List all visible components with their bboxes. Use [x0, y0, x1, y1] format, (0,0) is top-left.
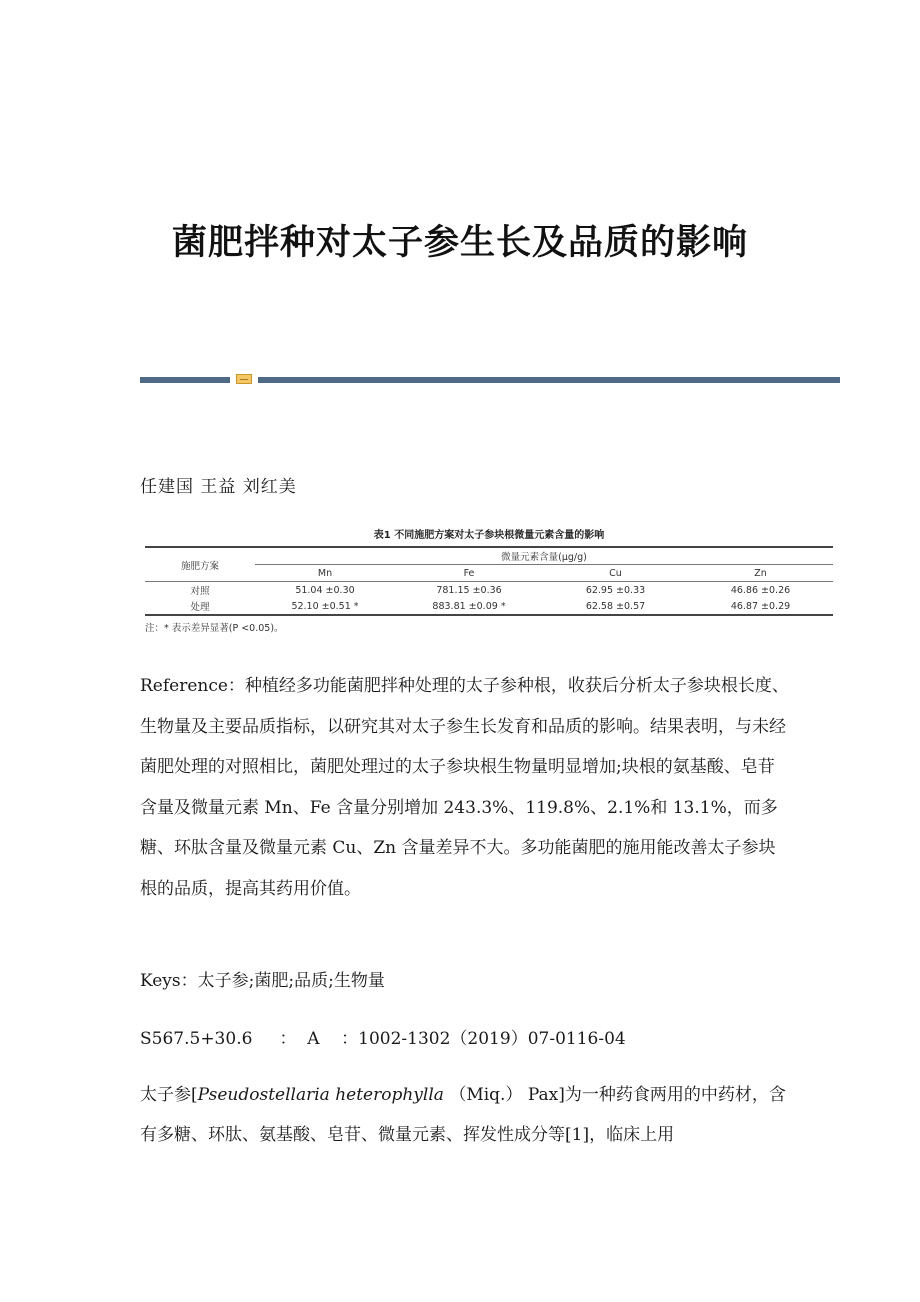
species-name: Pseudostellaria heterophylla — [197, 1085, 444, 1105]
table-cell: 883.81 ±0.09 * — [395, 598, 543, 615]
page-title: 菌肥拌种对太子参生长及品质的影响 — [171, 223, 748, 263]
keywords-label: Keys： — [140, 971, 198, 991]
table-cell-label: 对照 — [190, 586, 210, 597]
article-id: 1002-1302（2019）07-0116-04 — [358, 1029, 626, 1049]
clc-code: S567.5+30.6 — [140, 1029, 253, 1049]
intro-paragraph — [140, 1075, 790, 1155]
table-row — [145, 582, 833, 599]
table-header-group: 微量元素含量(μg/g) — [255, 547, 833, 565]
keywords — [140, 966, 790, 991]
table-cell: 781.15 ±0.36 — [436, 584, 502, 596]
abstract-label: Reference： — [140, 676, 245, 696]
abstract — [140, 666, 790, 909]
intro-suffix: （Miq.） Pax]为一种药食两用的中药材，含有多糖、环肽、氨基酸、皂苷、微量元素、挥发性成分等[1]，临床上用 — [140, 1085, 786, 1145]
divider-bar-left — [140, 377, 230, 383]
title-divider — [140, 374, 840, 384]
table-header-fe: Fe — [395, 565, 543, 582]
classification-line: S567.5+30.6 ： A ：1002-1302（2019）07-0116-04 — [140, 1029, 626, 1049]
table-cell: 46.87 ±0.29 — [688, 598, 833, 615]
table-cell: 62.95 ±0.33 — [585, 584, 646, 596]
data-table — [145, 546, 833, 616]
table-row — [145, 598, 833, 615]
doc-code: A — [307, 1029, 320, 1049]
table-header-mn: Mn — [255, 565, 395, 582]
table-cell-label: 处理 — [145, 598, 255, 615]
table-figure — [145, 526, 833, 634]
table-note: 注：* 表示差异显著(P <0.05)。 — [145, 623, 284, 634]
divider-bar-right — [258, 377, 840, 383]
table-header-treatment: 施肥方案 — [145, 547, 255, 582]
keywords-text: 太子参;菌肥;品质;生物量 — [197, 971, 385, 991]
divider-ornament-icon — [236, 374, 252, 384]
table-caption: 表1 不同施肥方案对太子参块根微量元素含量的影响 — [373, 530, 605, 541]
abstract-text: 种植经多功能菌肥拌种处理的太子参种根，收获后分析太子参块根长度、生物量及主要品质指标，以研究其对太子参生长发育和品质的影响。结果表明，与未经菌肥处理的对照相比，菌肥处理过的太子参块根生物量明显增加;块根的氨基酸、皂苷含量及微量元素 Mn、Fe 含量分别增加 243.3%、119.8%、2.1%和 13.1%，而多糖、环肽含量及微量元素 Cu、Zn 含量差异不大。多功能菌肥的施用能改善太子参块根的品质，提高其药用价值。 — [140, 676, 789, 899]
table-header-cu: Cu — [543, 565, 688, 582]
table-cell: 51.04 ±0.30 — [295, 584, 355, 596]
table-header-zn: Zn — [688, 565, 833, 582]
table-cell: 46.86 ±0.26 — [730, 584, 791, 596]
table-cell: 62.58 ±0.57 — [543, 598, 688, 615]
table-cell: 52.10 ±0.51 * — [255, 598, 395, 615]
authors: 任建国 王益 刘红美 — [140, 477, 297, 497]
intro-prefix: 太子参[ — [140, 1085, 198, 1105]
